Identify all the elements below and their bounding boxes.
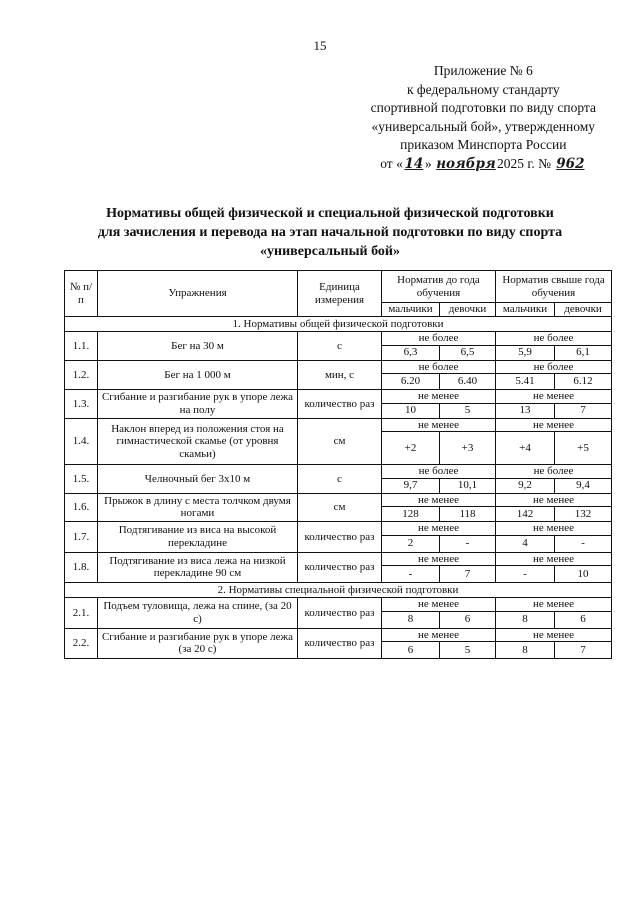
norm-condition: не менее — [496, 493, 612, 507]
exercise-name: Сгибание и разгибание рук в упоре лежа на полу — [98, 390, 298, 419]
section-title: 1. Нормативы общей физической подготовки — [65, 317, 612, 332]
table-row — [65, 628, 612, 642]
appendix-line: к федеральному стандарту — [406, 81, 560, 97]
handwritten-order-number: 962 — [556, 155, 585, 172]
header-boys: мальчики — [496, 303, 555, 317]
norm-value: +5 — [555, 432, 612, 465]
unit-of-measure: с — [298, 465, 382, 494]
norm-condition: не более — [382, 465, 496, 479]
unit-of-measure: количество раз — [298, 522, 382, 553]
norm-condition: не менее — [382, 552, 496, 566]
order-prefix: от « — [380, 155, 403, 171]
norm-condition: не менее — [496, 552, 612, 566]
norm-value: 8 — [496, 642, 555, 659]
norm-value: 6,5 — [440, 345, 496, 360]
section-row — [65, 317, 612, 332]
table-row — [65, 390, 612, 404]
norm-value: 7 — [440, 566, 496, 583]
header-norm-over-year: Норматив свыше года обучения — [496, 271, 612, 303]
norm-value: 5 — [440, 642, 496, 659]
exercise-name: Подъем туловища, лежа на спине, (за 20 с) — [98, 598, 298, 629]
norm-value: - — [555, 535, 612, 552]
order-year: 2025 г. № — [496, 155, 551, 171]
norm-value: 5 — [440, 403, 496, 418]
norm-value: 2 — [382, 535, 440, 552]
title-line: «универсальный бой» — [260, 244, 400, 259]
norm-value: - — [496, 566, 555, 583]
table-row — [65, 552, 612, 566]
unit-of-measure: с — [298, 332, 382, 361]
norm-value: 6,3 — [382, 345, 440, 360]
handwritten-month: ноября — [436, 155, 496, 172]
norm-value: +4 — [496, 432, 555, 465]
norm-value: 13 — [496, 403, 555, 418]
norm-condition: не более — [496, 332, 612, 346]
header-girls: девочки — [440, 303, 496, 317]
appendix-title: Приложение № 6 — [433, 63, 533, 78]
table-body — [65, 317, 612, 659]
order-mid: » — [424, 155, 432, 171]
page-number: 15 — [313, 38, 327, 53]
norm-value: +2 — [382, 432, 440, 465]
norm-condition: не менее — [382, 418, 496, 432]
norm-condition: не менее — [382, 522, 496, 536]
row-number: 1.3. — [65, 390, 98, 419]
table-row — [65, 360, 612, 374]
table-row — [65, 522, 612, 536]
norm-condition: не более — [382, 360, 496, 374]
norm-value: 7 — [555, 403, 612, 418]
norm-value: 132 — [555, 507, 612, 522]
norm-value: 9,2 — [496, 478, 555, 493]
unit-of-measure: количество раз — [298, 598, 382, 629]
norm-condition: не менее — [382, 493, 496, 507]
order-date-line — [371, 155, 596, 174]
norm-value: - — [382, 566, 440, 583]
norm-condition: не менее — [496, 628, 612, 642]
norm-condition: не менее — [496, 390, 612, 404]
norm-condition: не менее — [382, 390, 496, 404]
norm-value: 10 — [382, 403, 440, 418]
table-row — [65, 332, 612, 346]
unit-of-measure: количество раз — [298, 552, 382, 583]
table-row — [65, 493, 612, 507]
row-number: 1.1. — [65, 332, 98, 361]
appendix-line: «универсальный бой», утвержденному — [371, 118, 596, 134]
appendix-line: приказом Минспорта России — [400, 137, 567, 152]
norm-condition: не менее — [496, 522, 612, 536]
norm-value: 6 — [440, 611, 496, 628]
table-row — [65, 598, 612, 612]
exercise-name: Бег на 1 000 м — [98, 360, 298, 390]
appendix-block — [371, 62, 596, 173]
norm-condition: не менее — [496, 598, 612, 612]
norm-condition: не менее — [382, 598, 496, 612]
exercise-name: Подтягивание из виса на высокой перекладине — [98, 522, 298, 553]
appendix-line: спортивной подготовки по виду спорта — [370, 100, 596, 115]
norm-condition: не более — [496, 465, 612, 479]
exercise-name: Челночный бег 3x10 м — [98, 465, 298, 494]
row-number: 1.7. — [65, 522, 98, 553]
norm-value: +3 — [440, 432, 496, 465]
unit-of-measure: количество раз — [298, 390, 382, 419]
norm-value: - — [440, 535, 496, 552]
table-row — [65, 418, 612, 432]
table-row — [65, 465, 612, 479]
row-number: 1.5. — [65, 465, 98, 494]
norm-value: 4 — [496, 535, 555, 552]
norms-table — [64, 270, 612, 659]
norm-value: 6.12 — [555, 374, 612, 390]
title-line: Нормативы общей физической и специальной физической подготовки — [106, 206, 554, 221]
header-unit: Единица измерения — [298, 271, 382, 317]
section-row — [65, 583, 612, 598]
norm-value: 7 — [555, 642, 612, 659]
norm-value: 9,7 — [382, 478, 440, 493]
header-boys: мальчики — [382, 303, 440, 317]
norm-value: 5.41 — [496, 374, 555, 390]
row-number: 2.1. — [65, 598, 98, 629]
norm-value: 6 — [555, 611, 612, 628]
section-title: 2. Нормативы специальной физической подготовки — [65, 583, 612, 598]
exercise-name: Сгибание и разгибание рук в упоре лежа (за 20 с) — [98, 628, 298, 659]
norm-value: 10,1 — [440, 478, 496, 493]
row-number: 2.2. — [65, 628, 98, 659]
exercise-name: Прыжок в длину с места толчком двумя ногами — [98, 493, 298, 522]
norm-condition: не более — [496, 360, 612, 374]
norm-value: 6,1 — [555, 345, 612, 360]
norm-value: 118 — [440, 507, 496, 522]
norm-value: 6 — [382, 642, 440, 659]
header-girls: девочки — [555, 303, 612, 317]
norm-value: 142 — [496, 507, 555, 522]
norm-value: 8 — [496, 611, 555, 628]
row-number: 1.6. — [65, 493, 98, 522]
title-line: для зачисления и перевода на этап начальной подготовки по виду спорта — [97, 225, 563, 240]
unit-of-measure: см — [298, 418, 382, 465]
norm-value: 10 — [555, 566, 612, 583]
norm-value: 128 — [382, 507, 440, 522]
norm-condition: не более — [382, 332, 496, 346]
row-number: 1.2. — [65, 360, 98, 390]
exercise-name: Наклон вперед из положения стоя на гимнастической скамье (от уровня скамьи) — [98, 418, 298, 465]
header-norm-up-to-year: Норматив до года обучения — [382, 271, 496, 303]
row-number: 1.4. — [65, 418, 98, 465]
handwritten-day: 14 — [404, 155, 424, 172]
row-number: 1.8. — [65, 552, 98, 583]
norm-value: 9,4 — [555, 478, 612, 493]
norm-value: 5,9 — [496, 345, 555, 360]
norm-condition: не менее — [496, 418, 612, 432]
unit-of-measure: см — [298, 493, 382, 522]
unit-of-measure: количество раз — [298, 628, 382, 659]
exercise-name: Подтягивание из виса лежа на низкой перекладине 90 см — [98, 552, 298, 583]
header-exercise: Упражнения — [98, 271, 298, 317]
document-title — [70, 204, 590, 261]
exercise-name: Бег на 30 м — [98, 332, 298, 361]
unit-of-measure: мин, с — [298, 360, 382, 390]
norm-condition: не менее — [382, 628, 496, 642]
header-num: № п/п — [65, 271, 98, 317]
norm-value: 6.40 — [440, 374, 496, 390]
norm-value: 6.20 — [382, 374, 440, 390]
norm-value: 8 — [382, 611, 440, 628]
